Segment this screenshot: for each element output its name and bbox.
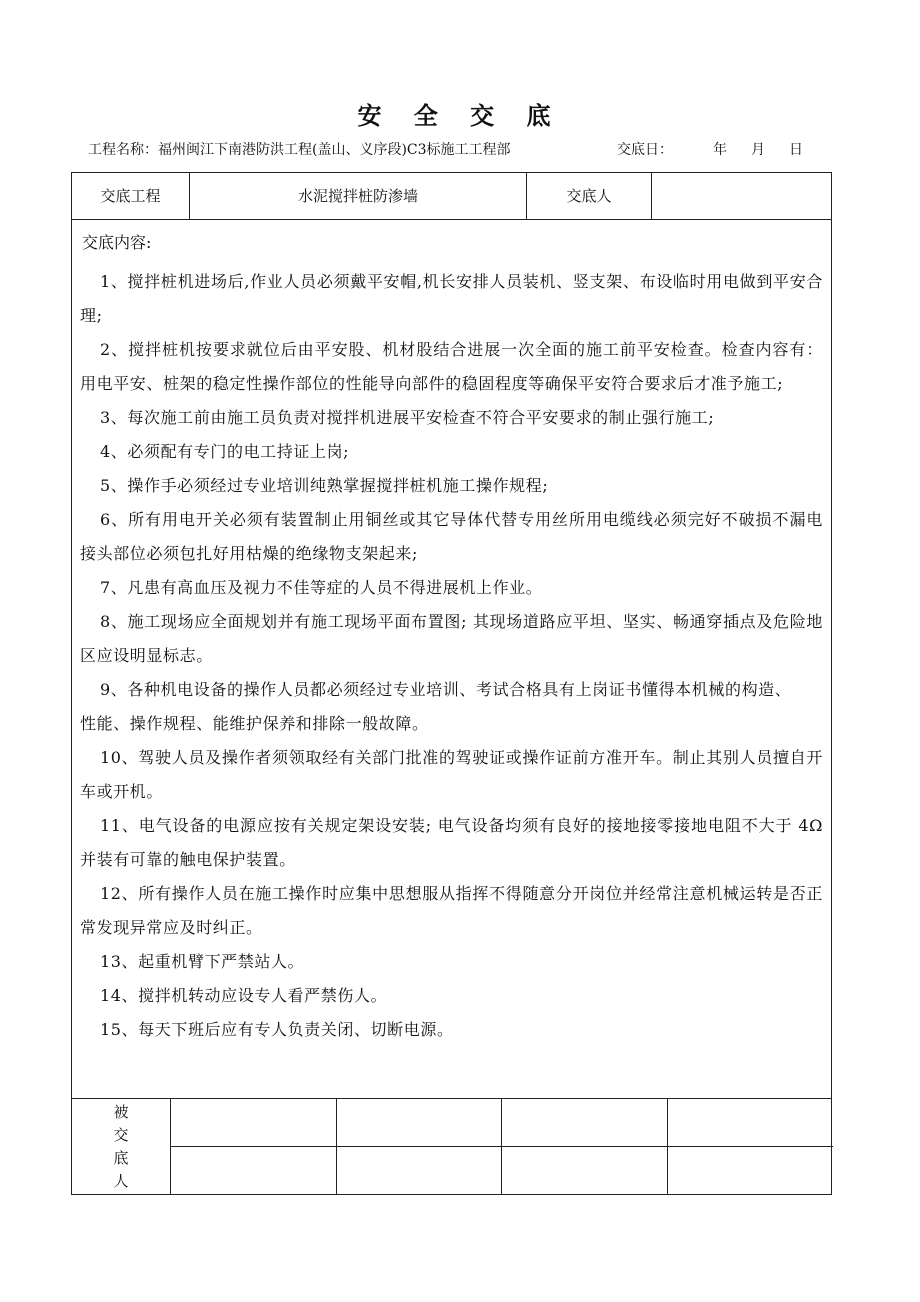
handover-form [71,172,832,1195]
signer-cell[interactable] [171,1099,337,1147]
project-value[interactable]: 水泥搅拌桩防渗墙 [190,173,527,219]
content-item-12: 12、所有操作人员在施工操作时应集中思想服从指挥不得随意分开岗位并经常注意机械运转是否正常发现异常应及时纠正。 [80,884,823,937]
content-item-11: 11、电气设备的电源应按有关规定架设安装; 电气设备均须有良好的接地接零接地电阻不大于 4Ω并装有可靠的触电保护装置。 [80,816,823,869]
date-day: 日 [789,142,803,158]
project-name-line: 工程名称：福州闽江下南港防洪工程(盖山、义序段)C3标施工工程部 [88,142,511,158]
content-item-9-continued: 性能、操作规程、能维护保养和排除一般故障。 [80,714,429,733]
date-year: 年 [713,142,727,158]
signer-cell[interactable] [502,1099,668,1147]
signer-cell[interactable] [668,1147,833,1194]
content-item-3: 3、每次施工前由施工员负责对搅拌机进展平安检查不符合平安要求的制止强行施工; [100,408,715,427]
content-item-9: 9、各种机电设备的操作人员都必须经过专业培训、考试合格具有上岗证书懂得本机械的构造、 [100,680,792,699]
signers-section [72,1099,831,1194]
handover-date [617,139,803,159]
content-item-6: 6、所有用电开关必须有装置制止用铜丝或其它导体代替专用丝所用电缆线必须完好不破损不漏电接头部位必须包扎好用枯燥的绝缘物支架起来; [80,510,823,563]
content-item-1: 1、搅拌桩机进场后,作业人员必须戴平安帽,机长安排人员装机、竖支架、布设临时用电做到平安合理; [80,272,823,325]
signer-cell[interactable] [171,1147,337,1194]
content-item-2: 2、搅拌桩机按要求就位后由平安股、机材股结合进展一次全面的施工前平安检查。检查内容有：用电平安、桩架的稳定性操作部位的性能导向部件的稳固程度等确保平安符合要求后才准予施工; [80,340,823,393]
content-label: 交底内容: [82,233,152,252]
signer-cell[interactable] [668,1099,833,1147]
date-month: 月 [751,142,765,158]
content-item-8: 8、施工现场应全面规划并有施工现场平面布置图; 其现场道路应平坦、坚实、畅通穿插点及危险地区应设明显标志。 [80,612,823,665]
signers-grid [171,1099,833,1194]
content-item-7: 7、凡患有高血压及视力不佳等症的人员不得进展机上作业。 [100,578,543,597]
date-label: 交底日： [617,142,673,158]
signer-cell[interactable] [337,1147,502,1194]
content-item-15: 15、每天下班后应有专人负责关闭、切断电源。 [100,1020,454,1039]
content-item-10: 10、驾驶人员及操作者须领取经有关部门批准的驾驶证或操作证前方准开车。制止其别人员擅自开车或开机。 [80,748,823,801]
content-item-14: 14、搅拌机转动应设专人看严禁伤人。 [100,986,388,1005]
content-section [72,220,831,1099]
content-items [72,265,831,1047]
person-label: 交底人 [527,173,652,219]
content-item-13: 13、起重机臂下严禁站人。 [100,952,305,971]
document-title: 安 全 交 底 [357,102,563,130]
content-item-4: 4、必须配有专门的电工持证上岗; [100,442,350,461]
person-value[interactable] [652,173,833,219]
signer-cell[interactable] [502,1147,668,1194]
project-label: 交底工程 [72,173,190,219]
form-header-row [72,173,831,220]
signer-cell[interactable] [337,1099,502,1147]
content-item-5: 5、操作手必须经过专业培训纯熟掌握搅拌桩机施工操作规程; [100,476,549,495]
signers-label: 被 交 底 人 [72,1099,171,1194]
